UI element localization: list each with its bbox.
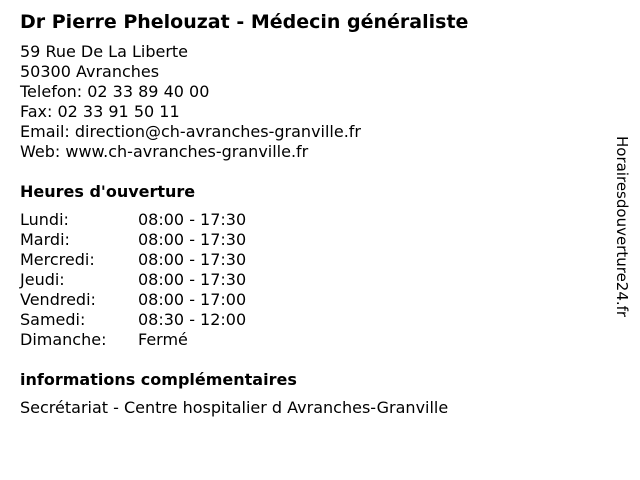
hours-day: Mercredi: [20,250,95,269]
hours-time: 08:00 - 17:30 [138,250,247,269]
extra-info-text: Secrétariat - Centre hospitalier d Avranches-Granville [20,398,449,417]
address-street: 59 Rue De La Liberte [20,42,189,61]
hours-time: 08:00 - 17:30 [138,270,247,289]
hours-time: 08:00 - 17:30 [138,230,247,249]
hours-time: 08:30 - 12:00 [138,310,247,329]
hours-table [20,210,600,350]
hours-time: Fermé [138,330,188,349]
hours-time: 08:00 - 17:00 [138,290,247,309]
hours-row [20,210,600,230]
fax-line: Fax: 02 33 91 50 11 [20,102,180,121]
hours-heading: Heures d'ouverture [20,182,196,201]
hours-row [20,330,600,350]
doctor-info-card [20,10,600,418]
web-line: Web: www.ch-avranches-granville.fr [20,142,309,161]
hours-row [20,290,600,310]
contact-block [20,42,600,162]
hours-day: Vendredi: [20,290,96,309]
hours-day: Lundi: [20,210,69,229]
address-city: 50300 Avranches [20,62,160,81]
hours-row [20,230,600,250]
page-title: Dr Pierre Phelouzat - Médecin généraliste [20,11,469,33]
email-line: Email: direction@ch-avranches-granville.fr [20,122,362,141]
site-watermark: Horairesdouverture24.fr [613,136,631,318]
hours-row [20,270,600,290]
hours-row [20,310,600,330]
hours-day: Jeudi: [20,270,65,289]
hours-day: Dimanche: [20,330,107,349]
hours-day: Samedi: [20,310,86,329]
hours-time: 08:00 - 17:30 [138,210,247,229]
hours-row [20,250,600,270]
hours-day: Mardi: [20,230,70,249]
extra-info-heading: informations complémentaires [20,370,297,389]
phone-line: Telefon: 02 33 89 40 00 [20,82,210,101]
